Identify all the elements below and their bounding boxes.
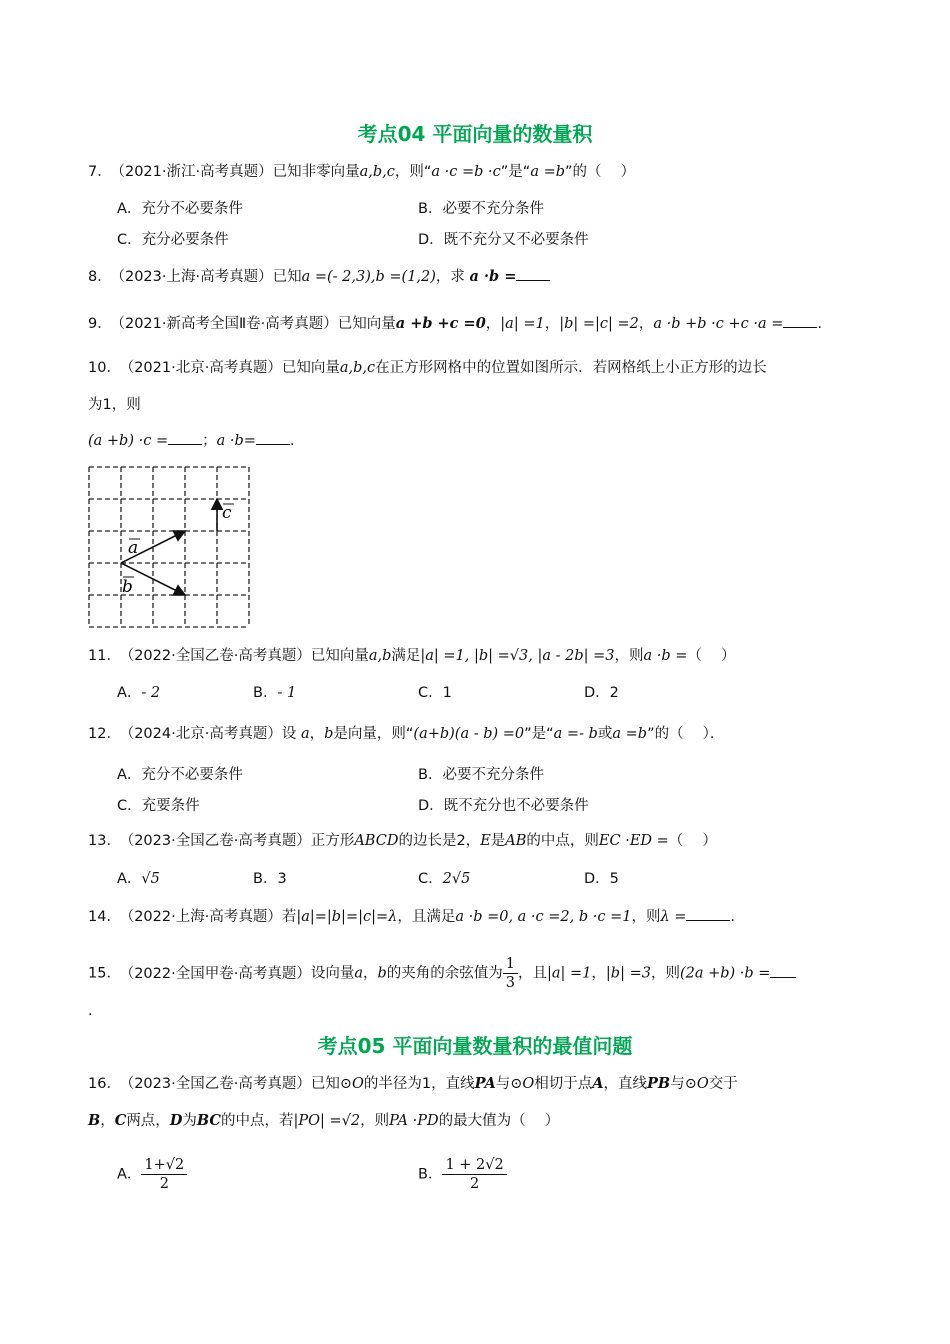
answer-blank[interactable] bbox=[516, 266, 550, 281]
math-expr: ⊙O bbox=[684, 1076, 709, 1092]
answer-blank[interactable] bbox=[256, 430, 290, 445]
question-text: 与 bbox=[495, 1076, 511, 1092]
option-d: D．5 bbox=[584, 871, 619, 887]
question-source: （2021·新高考全国Ⅱ卷·高考真题） bbox=[117, 316, 338, 332]
math-expr: PA bbox=[474, 1075, 496, 1092]
question-10 bbox=[88, 357, 890, 379]
question-text: ，求 bbox=[435, 269, 465, 285]
math-expr: AB bbox=[505, 833, 527, 849]
question-text: 已知 bbox=[310, 1076, 340, 1092]
question-text: ，则 bbox=[614, 648, 644, 664]
math-expr: a ·c =b ·c bbox=[431, 164, 501, 180]
math-expr: a bbox=[300, 726, 310, 742]
math-expr: a,b,c bbox=[339, 360, 376, 376]
question-text: 或 bbox=[597, 726, 613, 742]
fraction-one-third bbox=[503, 955, 518, 992]
fraction bbox=[442, 1156, 506, 1193]
question-text: 在正方形网格中的位置如图所示．若网格纸上小正方形的边长 bbox=[375, 360, 767, 376]
question-text: （ ） bbox=[668, 833, 717, 849]
label-c: c bbox=[222, 503, 232, 523]
question-text: ，则 bbox=[631, 909, 661, 925]
question-source: （2021·北京·高考真题） bbox=[126, 360, 282, 376]
question-number: 15． bbox=[88, 965, 121, 982]
question-text: ，且满足 bbox=[397, 909, 456, 925]
question-15: 15． （2022·全国甲卷·高考真题）设向量a，b的夹角的余弦值为 $\frac{1}{3}$ ，且|a| =1，|b| =3，则(2a +b) ·b = bbox=[88, 955, 890, 992]
question-text: . bbox=[817, 316, 823, 332]
math-expr: a,b bbox=[368, 648, 392, 664]
math-expr: BC bbox=[196, 1112, 221, 1129]
math-expr: EC ·ED = bbox=[598, 833, 669, 849]
question-10-line3 bbox=[88, 430, 890, 452]
option-label: B． bbox=[418, 1166, 443, 1183]
math-expr: a,b,c bbox=[359, 164, 395, 180]
section-title-04: 考点04 平面向量的数量积 bbox=[357, 122, 593, 146]
fraction-denominator: 2 bbox=[469, 1176, 480, 1192]
question-number: 12． bbox=[88, 726, 121, 742]
math-expr: a ·b= bbox=[216, 433, 256, 449]
math-expr: ABCD bbox=[354, 833, 399, 849]
question-13 bbox=[88, 830, 890, 852]
math-expr: |b| =3 bbox=[605, 965, 651, 982]
question-source: （2022·全国甲卷·高考真题） bbox=[126, 965, 311, 982]
question-number: 10． bbox=[88, 360, 121, 376]
math-expr: (a+b)(a - b) =0 bbox=[413, 726, 525, 742]
option-a: A．充分不必要条件 bbox=[117, 201, 243, 217]
option-b bbox=[418, 1156, 507, 1193]
math-expr: |a|=|b|=|c|=λ bbox=[296, 909, 398, 925]
question-text: 正方形 bbox=[310, 833, 355, 849]
question-text: ， bbox=[309, 726, 325, 742]
fraction-numerator: 1 + 2√2 bbox=[442, 1156, 506, 1175]
fraction-denominator: 2 bbox=[159, 1176, 169, 1192]
question-number: 7． bbox=[88, 164, 112, 180]
question-number: 8． bbox=[88, 269, 112, 285]
question-text: ， bbox=[362, 965, 378, 982]
math-expr: √5 bbox=[141, 871, 160, 887]
question-text: 设向量 bbox=[310, 965, 355, 982]
answer-blank[interactable] bbox=[770, 963, 796, 978]
answer-blank[interactable] bbox=[783, 313, 817, 328]
question-number: 11． bbox=[88, 648, 121, 664]
question-16-line2 bbox=[88, 1110, 890, 1132]
option-label: A． bbox=[117, 1166, 142, 1183]
question-source: （2023·全国乙卷·高考真题） bbox=[126, 833, 311, 849]
question-text: （ ） bbox=[687, 648, 736, 664]
math-expr: |a| =1 bbox=[547, 965, 592, 982]
question-7 bbox=[88, 161, 890, 183]
section-title-05: 考点05 平面向量数量积的最值问题 bbox=[317, 1034, 633, 1058]
question-text: ”的（ ） bbox=[565, 164, 636, 180]
option-label: C． bbox=[418, 871, 443, 887]
math-expr: ⊙O bbox=[339, 1076, 364, 1092]
option-b bbox=[253, 682, 296, 704]
question-text: . bbox=[730, 909, 736, 925]
question-number: 9． bbox=[88, 316, 112, 332]
fraction bbox=[141, 1156, 187, 1193]
question-text: 两点， bbox=[126, 1113, 170, 1129]
question-number: 16． bbox=[88, 1076, 121, 1092]
math-expr: a +b +c =0 bbox=[395, 315, 486, 332]
option-label: A． bbox=[117, 871, 142, 887]
question-14 bbox=[88, 906, 890, 928]
question-text: 已知非零向量 bbox=[272, 164, 360, 180]
option-c: C．充要条件 bbox=[117, 798, 200, 814]
question-text: ”是“ bbox=[524, 726, 554, 742]
question-11 bbox=[88, 645, 890, 667]
question-text: 已知向量 bbox=[337, 316, 396, 332]
math-expr: 2√5 bbox=[442, 871, 471, 887]
question-source: （2022·上海·高考真题） bbox=[126, 909, 282, 925]
question-text: ”的（ ）． bbox=[647, 726, 725, 742]
option-c: C．1 bbox=[418, 685, 452, 701]
fraction-denominator: 3 bbox=[505, 975, 516, 991]
math-expr: a ·b = bbox=[469, 268, 517, 285]
question-text: ”是“ bbox=[500, 164, 531, 180]
question-text: ， bbox=[100, 1113, 115, 1129]
question-text: ，则 bbox=[360, 1113, 390, 1129]
math-expr: C bbox=[114, 1112, 127, 1129]
question-text: ，则“ bbox=[394, 164, 432, 180]
question-text: 是向量，则“ bbox=[333, 726, 414, 742]
question-source: （2022·全国乙卷·高考真题） bbox=[126, 648, 311, 664]
math-expr: a =b bbox=[612, 726, 648, 742]
option-d: D．2 bbox=[584, 685, 619, 701]
math-expr: - 2 bbox=[141, 685, 161, 701]
question-text: 的中点，若 bbox=[220, 1113, 294, 1129]
math-expr: a =b bbox=[530, 164, 565, 180]
option-b: B．3 bbox=[253, 871, 287, 887]
grid-lines bbox=[89, 467, 249, 627]
question-text: 相切于点 bbox=[534, 1076, 593, 1092]
question-text: 满足 bbox=[391, 648, 421, 664]
math-expr: b bbox=[377, 965, 387, 982]
question-source: （2021·浙江·高考真题） bbox=[117, 164, 273, 180]
math-expr: b bbox=[324, 726, 334, 742]
label-b: b bbox=[122, 577, 133, 597]
fraction-numerator: 1 bbox=[503, 955, 518, 974]
math-expr: PB bbox=[647, 1075, 671, 1092]
question-text: 的半径为1，直线 bbox=[363, 1076, 475, 1092]
math-expr: |PO| =√2 bbox=[293, 1113, 361, 1129]
question-text: . bbox=[289, 433, 295, 449]
option-d: D．既不充分也不必要条件 bbox=[418, 798, 589, 814]
question-text: 已知向量 bbox=[281, 360, 340, 376]
question-text: 为 bbox=[182, 1113, 197, 1129]
question-text: 已知 bbox=[272, 269, 302, 285]
question-text: 的夹角的余弦值为 bbox=[386, 965, 503, 982]
question-16 bbox=[88, 1073, 890, 1095]
option-b: B．必要不充分条件 bbox=[418, 767, 544, 783]
label-a: a bbox=[128, 538, 139, 558]
question-8 bbox=[88, 266, 890, 288]
question-text: 设 bbox=[281, 726, 297, 742]
math-expr: D bbox=[169, 1112, 183, 1129]
vector-grid-figure bbox=[88, 466, 252, 630]
option-label: A． bbox=[117, 685, 142, 701]
math-expr: |a| =1 bbox=[500, 316, 545, 332]
question-9: 9． （2021·新高考全国Ⅱ卷·高考真题）已知向量a +b +c =0，|a| =1，|b| =|c| =2，a ·b +b ·c +c ·a = . bbox=[88, 315, 823, 332]
question-text: ，直线 bbox=[603, 1076, 648, 1092]
question-text: 已知向量 bbox=[310, 648, 369, 664]
question-text: 与 bbox=[670, 1076, 685, 1092]
math-expr: |a| =1, |b| =√3, |a - 2b| =3 bbox=[420, 648, 615, 664]
math-expr: - 1 bbox=[277, 685, 297, 701]
question-number: 13． bbox=[88, 833, 121, 849]
answer-blank[interactable] bbox=[686, 906, 730, 921]
option-label: B． bbox=[253, 685, 278, 701]
math-expr: |b| =|c| =2 bbox=[559, 316, 639, 332]
option-b: B．必要不充分条件 bbox=[418, 201, 544, 217]
math-expr: B bbox=[88, 1112, 101, 1129]
option-d: D．既不充分又不必要条件 bbox=[418, 232, 589, 248]
math-expr: λ = bbox=[660, 909, 687, 925]
question-text: 的边长是2， bbox=[398, 833, 481, 849]
math-expr: E bbox=[480, 833, 491, 849]
math-expr: a ·b = bbox=[643, 648, 688, 664]
question-text: 若 bbox=[281, 909, 297, 925]
math-expr: a ·b +b ·c +c ·a = bbox=[653, 316, 784, 332]
math-expr: (2a +b) ·b = bbox=[679, 965, 771, 982]
option-a bbox=[117, 868, 160, 890]
math-expr: (a +b) ·c = bbox=[88, 433, 169, 449]
question-text: ； bbox=[202, 433, 217, 449]
option-a: A．充分不必要条件 bbox=[117, 767, 243, 783]
option-c: C．充分必要条件 bbox=[117, 232, 229, 248]
option-a bbox=[117, 1156, 187, 1193]
option-c bbox=[418, 868, 470, 890]
question-text: 是 bbox=[490, 833, 506, 849]
question-text: ，且 bbox=[518, 965, 548, 982]
question-10-line2: 为1，则 bbox=[88, 397, 141, 413]
question-source: （2024·北京·高考真题） bbox=[126, 726, 282, 742]
math-expr: a ·b =0, a ·c =2, b ·c =1 bbox=[455, 909, 632, 925]
math-expr: PA ·PD bbox=[389, 1113, 439, 1129]
question-number: 14． bbox=[88, 909, 121, 925]
question-text: 交于 bbox=[708, 1076, 738, 1092]
math-expr: a =(- 2,3),b =(1,2) bbox=[301, 269, 436, 285]
math-expr: A bbox=[592, 1075, 604, 1092]
question-15-end: . bbox=[88, 1003, 93, 1019]
math-expr: a =- b bbox=[553, 726, 598, 742]
question-text: 的中点，则 bbox=[526, 833, 599, 849]
question-12 bbox=[88, 723, 890, 745]
option-a bbox=[117, 682, 160, 704]
fraction-numerator: 1+√2 bbox=[141, 1156, 187, 1175]
question-source: （2023·全国乙卷·高考真题） bbox=[126, 1076, 311, 1092]
question-text: ，则 bbox=[650, 965, 680, 982]
question-text: 的最大值为（ ） bbox=[438, 1113, 560, 1129]
math-expr: a bbox=[354, 965, 363, 982]
question-source: （2023·上海·高考真题） bbox=[117, 269, 273, 285]
answer-blank[interactable] bbox=[168, 430, 202, 445]
math-expr: ⊙O bbox=[510, 1076, 535, 1092]
